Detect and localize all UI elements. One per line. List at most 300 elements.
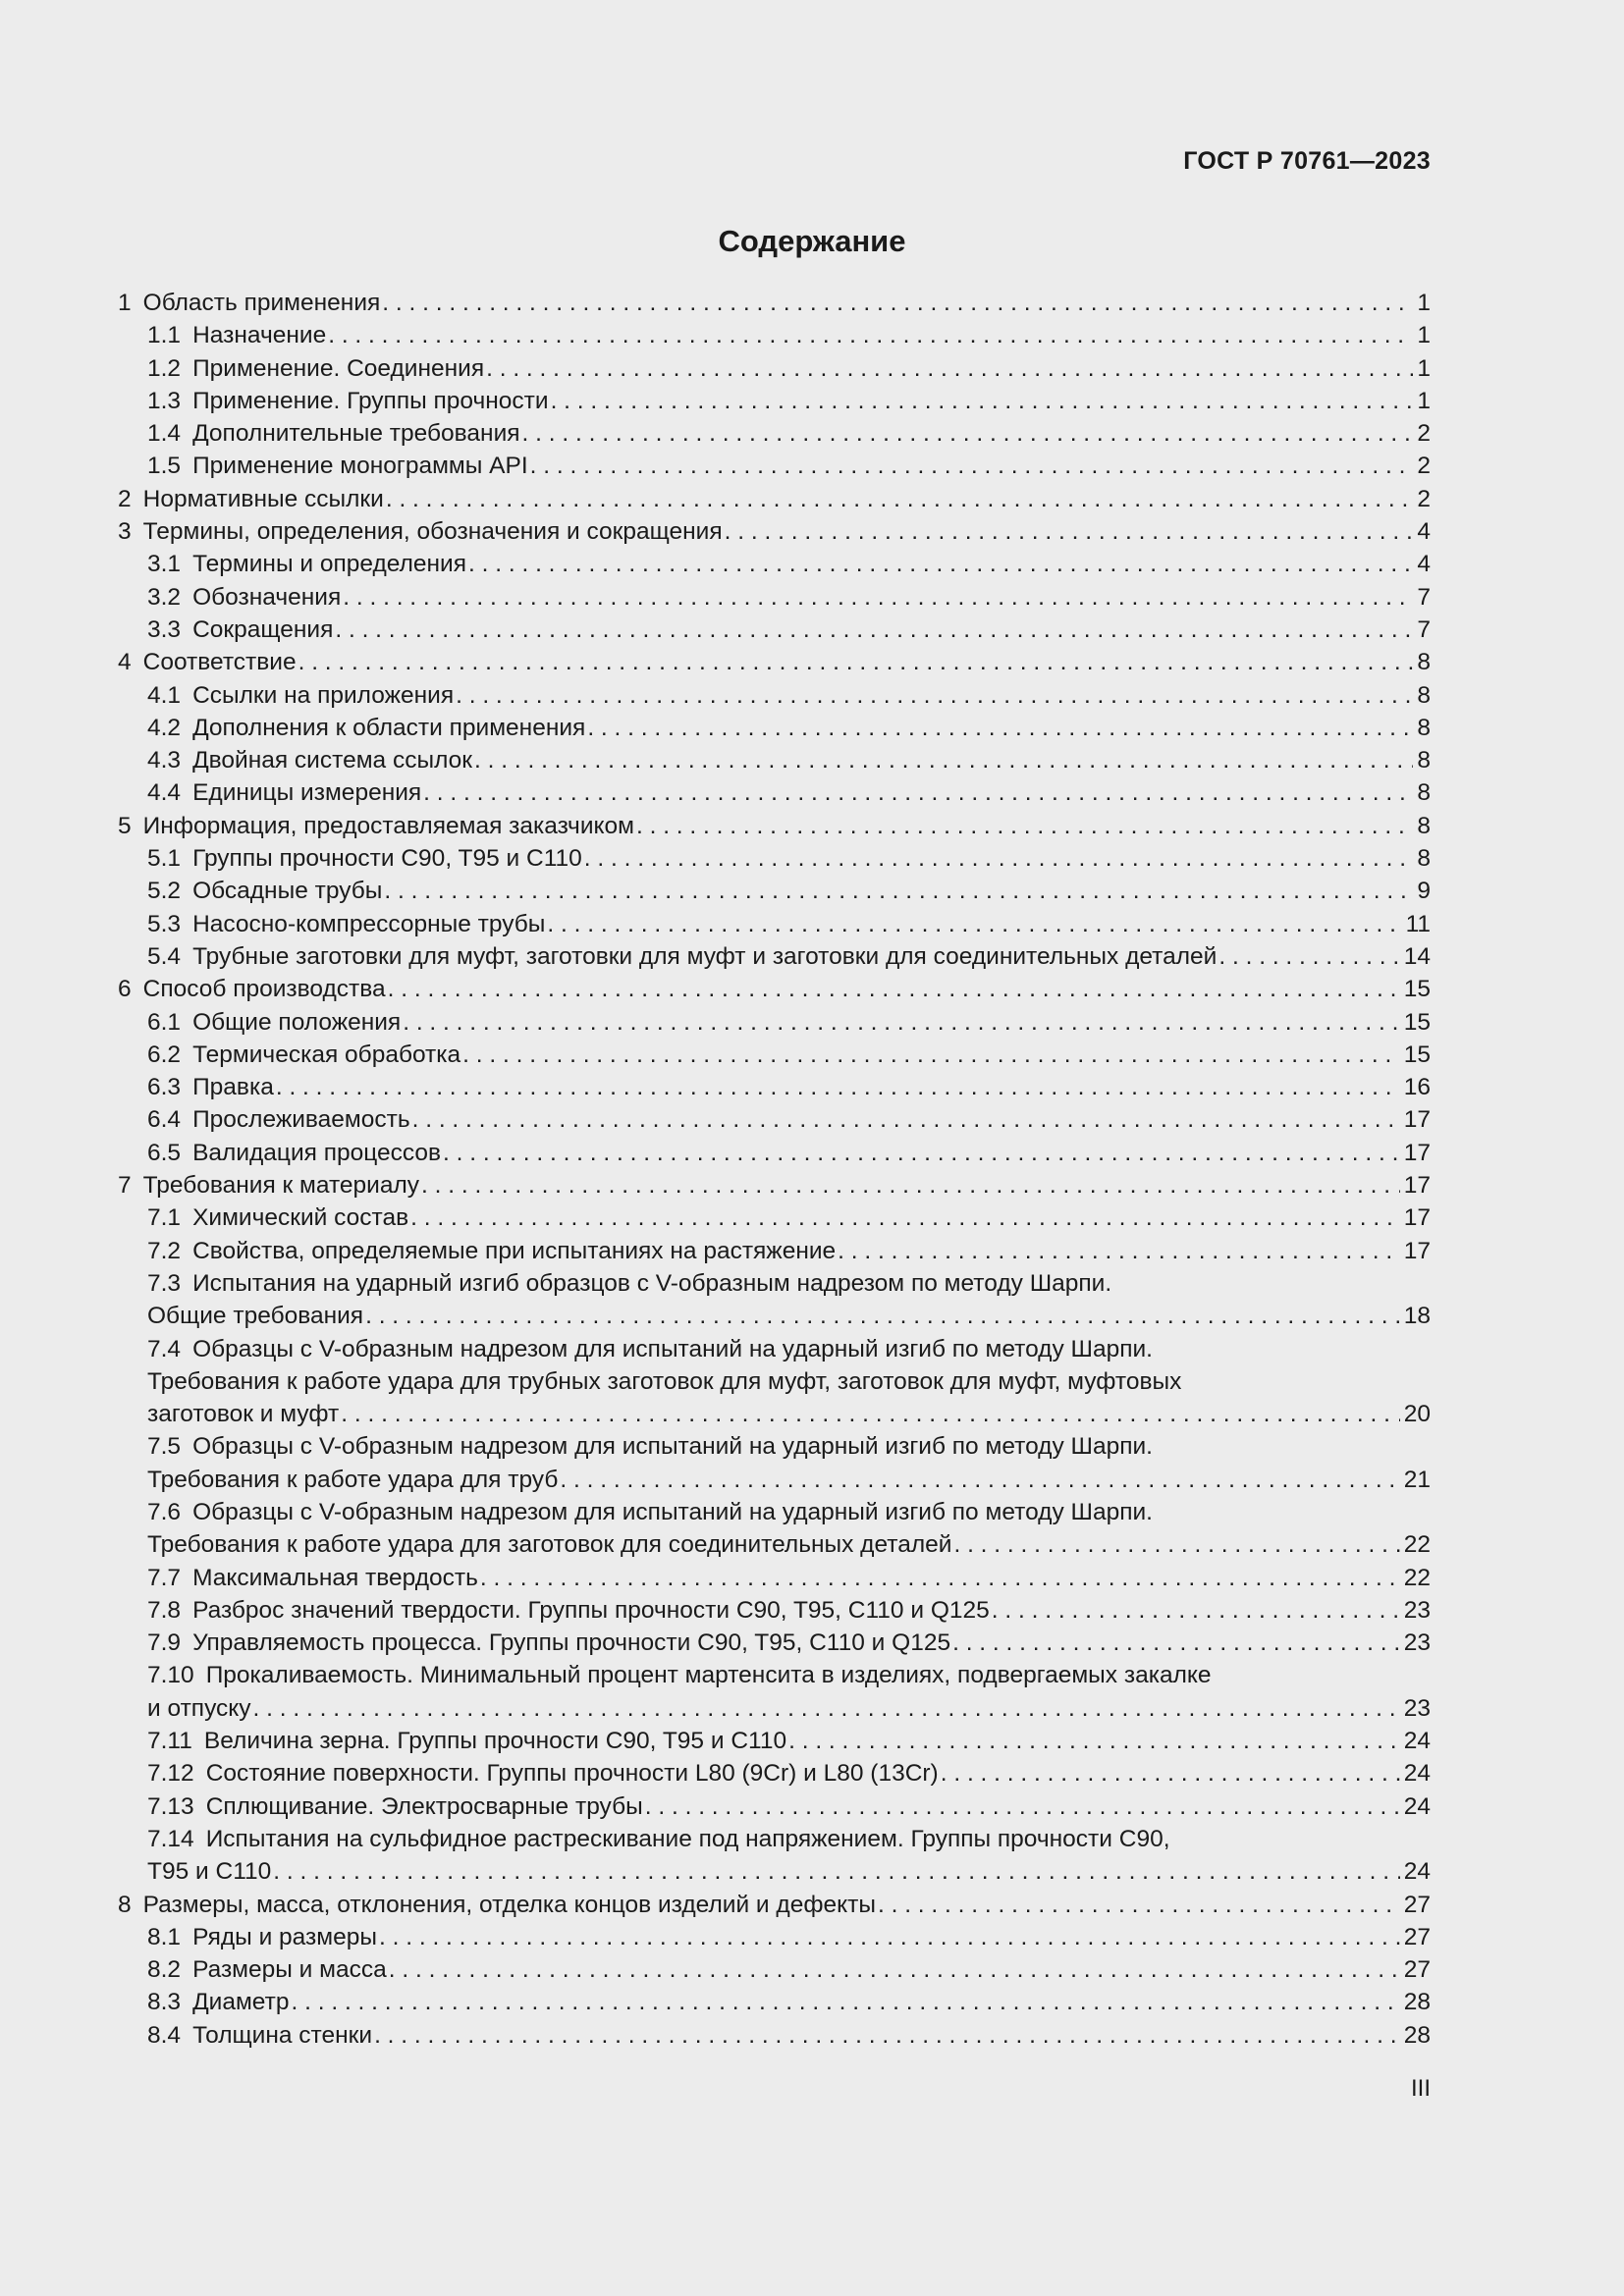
- toc-entry-number: 7.5: [147, 1433, 182, 1461]
- toc-entry-title: [147, 1336, 1153, 1362]
- toc-entry-page: 17: [1403, 1237, 1431, 1264]
- toc-entry-label: Управляемость процесса. Группы прочности C90, T95, C110 и Q125: [192, 1629, 951, 1657]
- toc-entry[interactable]: [118, 679, 1431, 712]
- toc-entry[interactable]: [118, 1201, 1431, 1234]
- toc-leader-dots: [878, 1889, 1400, 1921]
- toc-entry-page: 8: [1417, 681, 1431, 709]
- toc-entry-label: Область применения: [142, 290, 381, 316]
- toc-leader-dots: [953, 1528, 1399, 1561]
- toc-entry[interactable]: [118, 940, 1431, 973]
- toc-entry-label: Применение. Группы прочности: [192, 387, 549, 414]
- toc-leader-dots: [386, 483, 1414, 515]
- toc-entry-label: T95 и C110: [147, 1858, 272, 1886]
- toc-leader-dots: [253, 1692, 1400, 1725]
- toc-entry[interactable]: [118, 875, 1431, 907]
- toc-entry-number: 7.1: [147, 1204, 182, 1232]
- toc-entry-title: [147, 319, 326, 351]
- table-of-contents: [118, 287, 1431, 2052]
- toc-entry-number: 7.4: [147, 1335, 182, 1362]
- toc-entry-number: 1: [118, 290, 132, 316]
- toc-entry-page: 27: [1403, 1891, 1431, 1918]
- toc-entry-page: 23: [1403, 1629, 1431, 1657]
- toc-entry-number: 6.3: [147, 1074, 182, 1101]
- toc-entry-page: 17: [1403, 1106, 1431, 1134]
- toc-entry-page: 11: [1405, 910, 1431, 937]
- toc-entry-title: [147, 1499, 1153, 1525]
- toc-entry-title: [147, 940, 1217, 973]
- toc-entry-number: 7.8: [147, 1596, 182, 1624]
- toc-entry-page: 8: [1417, 845, 1431, 873]
- toc-entry-number: 8.1: [147, 1923, 182, 1950]
- toc-leader-dots: [952, 1627, 1400, 1659]
- toc-entry-title: [147, 1921, 377, 1953]
- toc-entry-label: Ссылки на приложения: [192, 681, 455, 709]
- toc-entry-label: Химический состав: [192, 1204, 409, 1232]
- toc-entry[interactable]: [118, 1169, 1431, 1201]
- toc-entry-number: 7.7: [147, 1564, 182, 1591]
- toc-entry-page: 2: [1417, 420, 1431, 448]
- toc-entry-number: 4.4: [147, 779, 182, 807]
- toc-entry-label: Термины и определения: [192, 551, 466, 578]
- toc-entry-number: 7.9: [147, 1629, 182, 1657]
- toc-entry-page: 28: [1403, 2021, 1431, 2049]
- toc-entry-label: Сокращения: [192, 615, 334, 643]
- toc-entry-page: 8: [1417, 747, 1431, 774]
- toc-entry-number: 3.3: [147, 615, 182, 643]
- toc-entry-page: 23: [1403, 1694, 1431, 1722]
- toc-entry-title: [147, 385, 549, 417]
- toc-entry-title: [147, 1692, 251, 1725]
- toc-leader-dots: [584, 842, 1414, 875]
- toc-entry[interactable]: [118, 1430, 1431, 1463]
- toc-entry-number: 5.3: [147, 910, 182, 937]
- toc-entry[interactable]: [118, 1692, 1431, 1725]
- toc-entry-number: 4.3: [147, 747, 182, 774]
- document-code: ГОСТ Р 70761—2023: [1183, 147, 1431, 175]
- toc-entry-page: 22: [1403, 1564, 1431, 1591]
- toc-entry[interactable]: [118, 810, 1431, 842]
- toc-entry[interactable]: [118, 417, 1431, 450]
- toc-entry-page: 2: [1417, 453, 1431, 480]
- toc-leader-dots: [636, 810, 1413, 842]
- toc-entry-title: [118, 515, 723, 548]
- toc-entry[interactable]: [118, 1855, 1431, 1888]
- toc-entry-title: [147, 1071, 274, 1103]
- toc-entry-title: [147, 1594, 990, 1627]
- toc-entry-title: [147, 1562, 478, 1594]
- toc-entry[interactable]: [118, 515, 1431, 548]
- toc-entry-title: [118, 973, 386, 1005]
- toc-entry-page: 4: [1417, 551, 1431, 578]
- toc-entry-page: 1: [1417, 290, 1431, 316]
- toc-entry-label: Дополнения к области применения: [192, 714, 586, 741]
- toc-entry-title: [147, 1006, 401, 1039]
- toc-leader-dots: [382, 287, 1413, 319]
- toc-entry-title: [147, 1103, 410, 1136]
- toc-entry-page: 15: [1403, 1041, 1431, 1068]
- toc-entry-page: 4: [1417, 518, 1431, 546]
- toc-entry-title: [147, 875, 382, 907]
- toc-entry-label: Максимальная твердость: [192, 1564, 478, 1591]
- toc-entry-title: [147, 1826, 1170, 1852]
- toc-entry-title: [147, 1790, 643, 1823]
- toc-leader-dots: [410, 1201, 1400, 1234]
- toc-entry[interactable]: [118, 319, 1431, 351]
- toc-entry-label: Толщина стенки: [192, 2021, 373, 2049]
- toc-leader-dots: [725, 515, 1414, 548]
- toc-entry-page: 23: [1403, 1596, 1431, 1624]
- toc-entry-page: 21: [1403, 1466, 1431, 1493]
- toc-leader-dots: [941, 1757, 1400, 1789]
- toc-entry-title: [147, 614, 333, 646]
- toc-leader-dots: [423, 776, 1413, 809]
- toc-entry-title: [147, 1039, 460, 1071]
- toc-entry[interactable]: [118, 842, 1431, 875]
- toc-entry-number: 4.1: [147, 681, 182, 709]
- toc-entry-number: 5.1: [147, 845, 182, 873]
- toc-entry-number: 7.3: [147, 1269, 182, 1297]
- toc-entry-number: 3.1: [147, 551, 182, 578]
- toc-entry-number: 3.2: [147, 583, 182, 611]
- toc-entry[interactable]: [118, 712, 1431, 744]
- toc-entry[interactable]: [118, 1562, 1431, 1594]
- toc-entry[interactable]: [118, 1953, 1431, 1986]
- toc-entry-number: 8.4: [147, 2021, 182, 2049]
- toc-entry-label: Разброс значений твердости. Группы прочности C90, T95, C110 и Q125: [192, 1596, 990, 1624]
- toc-leader-dots: [335, 614, 1413, 646]
- toc-entry-page: 2: [1417, 485, 1431, 512]
- toc-entry[interactable]: [118, 1235, 1431, 1267]
- toc-entry-number: 1.2: [147, 354, 182, 382]
- toc-entry-title: [118, 810, 634, 842]
- toc-entry-label: Термины, определения, обозначения и сокращения: [142, 518, 723, 546]
- toc-entry-title: [147, 744, 472, 776]
- toc-entry[interactable]: [118, 1464, 1431, 1496]
- toc-entry[interactable]: [118, 1790, 1431, 1823]
- toc-leader-dots: [403, 1006, 1400, 1039]
- toc-leader-dots: [365, 1300, 1400, 1332]
- toc-entry-page: 15: [1403, 1008, 1431, 1036]
- toc-entry-label: Правка: [192, 1074, 274, 1101]
- toc-entry-label: Применение монограммы API: [192, 453, 528, 480]
- toc-entry-title: [147, 581, 341, 614]
- toc-entry-title: [147, 1953, 387, 1986]
- toc-entry-label: Валидация процессов: [192, 1139, 442, 1166]
- toc-entry[interactable]: [118, 1921, 1431, 1953]
- toc-entry-title: [147, 776, 421, 809]
- toc-leader-dots: [474, 744, 1413, 776]
- toc-entry-number: 3: [118, 518, 132, 546]
- toc-entry-label: Группы прочности C90, T95 и C110: [192, 845, 582, 873]
- toc-entry-label: Соответствие: [142, 649, 297, 676]
- toc-entry-number: 1.5: [147, 453, 182, 480]
- toc-entry-title: [147, 1235, 836, 1267]
- toc-entry-label: Общие положения: [192, 1008, 402, 1036]
- toc-entry-title: [147, 1300, 363, 1332]
- toc-leader-dots: [389, 1953, 1400, 1986]
- toc-entry-label: Назначение: [192, 322, 327, 349]
- page-title: Содержание: [718, 224, 906, 258]
- toc-entry-label: Свойства, определяемые при испытаниях на растяжение: [192, 1237, 837, 1264]
- toc-entry-number: 8.2: [147, 1956, 182, 1984]
- toc-entry-label: и отпуску: [147, 1694, 251, 1722]
- page-number: III: [1410, 2075, 1431, 2102]
- toc-entry-label: Испытания на ударный изгиб образцов с V-образным надрезом по методу Шарпи.: [192, 1269, 1112, 1297]
- toc-entry-page: 24: [1403, 1760, 1431, 1788]
- toc-entry[interactable]: [118, 973, 1431, 1005]
- toc-entry-number: 7.14: [147, 1825, 194, 1852]
- toc-entry-label: Образцы с V-образным надрезом для испытаний на ударный изгиб по методу Шарпи.: [192, 1433, 1153, 1461]
- toc-entry-page: 20: [1403, 1401, 1431, 1428]
- toc-entry-title: [147, 712, 585, 744]
- toc-entry-number: 1.4: [147, 420, 182, 448]
- toc-entry-page: 24: [1403, 1858, 1431, 1886]
- toc-leader-dots: [388, 973, 1400, 1005]
- toc-entry[interactable]: [118, 352, 1431, 385]
- toc-entry-title: [147, 908, 545, 940]
- toc-entry-label: Прокаливаемость. Минимальный процент мартенсита в изделиях, подвергаемых закалке: [205, 1662, 1212, 1689]
- toc-entry-label: Величина зерна. Группы прочности C90, T95 и C110: [203, 1728, 787, 1755]
- toc-leader-dots: [298, 646, 1414, 678]
- toc-entry[interactable]: [118, 1300, 1431, 1332]
- toc-entry[interactable]: [118, 614, 1431, 646]
- toc-leader-dots: [992, 1594, 1400, 1627]
- toc-entry-title: [118, 1889, 876, 1921]
- toc-entry-title: [147, 1270, 1111, 1297]
- toc-entry-label: Сплющивание. Электросварные трубы: [205, 1792, 643, 1820]
- toc-entry-label: Испытания на сульфидное растрескивание под напряжением. Группы прочности C90,: [205, 1825, 1170, 1852]
- toc-entry-title: [147, 417, 520, 450]
- toc-entry-label: Общие требования: [147, 1303, 364, 1330]
- toc-entry[interactable]: [118, 1725, 1431, 1757]
- toc-entry-page: 22: [1403, 1531, 1431, 1559]
- toc-entry-label: Ряды и размеры: [192, 1923, 377, 1950]
- toc-entry-label: Прослеживаемость: [192, 1106, 410, 1134]
- toc-entry[interactable]: [118, 1365, 1431, 1398]
- toc-entry-title: [147, 842, 582, 875]
- toc-entry[interactable]: [118, 1398, 1431, 1430]
- toc-entry-page: 18: [1403, 1303, 1431, 1330]
- toc-entry-page: 1: [1417, 322, 1431, 349]
- toc-entry-title: [147, 1725, 786, 1757]
- toc-entry-number: 6: [118, 976, 132, 1003]
- toc-entry[interactable]: [118, 1039, 1431, 1071]
- toc-entry-number: 8: [118, 1891, 132, 1918]
- toc-entry-label: Размеры и масса: [192, 1956, 387, 1984]
- toc-entry-label: Требования к работе удара для труб: [147, 1466, 559, 1493]
- toc-entry-label: Трубные заготовки для муфт, заготовки для муфт и заготовки для соединительных деталей: [192, 942, 1218, 970]
- toc-entry-label: Требования к работе удара для заготовок для соединительных деталей: [147, 1531, 952, 1559]
- toc-entry-label: Требования к работе удара для трубных заготовок для муфт, заготовок для муфт, муфтовых: [147, 1367, 1182, 1395]
- toc-leader-dots: [522, 417, 1414, 450]
- toc-entry-page: 28: [1403, 1989, 1431, 2016]
- toc-entry-title: [147, 679, 454, 712]
- toc-entry-page: 24: [1403, 1728, 1431, 1755]
- toc-entry-page: 24: [1403, 1792, 1431, 1820]
- toc-entry-label: Информация, предоставляемая заказчиком: [142, 812, 634, 839]
- toc-entry-title: [118, 646, 297, 678]
- toc-entry-number: 8.3: [147, 1989, 182, 2016]
- toc-leader-dots: [486, 352, 1413, 385]
- toc-entry[interactable]: [118, 1333, 1431, 1365]
- toc-entry-number: 6.1: [147, 1008, 182, 1036]
- toc-entry[interactable]: [118, 1659, 1431, 1691]
- toc-entry-title: [147, 548, 466, 580]
- toc-entry[interactable]: [118, 1103, 1431, 1136]
- toc-leader-dots: [838, 1235, 1400, 1267]
- toc-entry[interactable]: [118, 548, 1431, 580]
- toc-leader-dots: [328, 319, 1413, 351]
- toc-leader-dots: [788, 1725, 1400, 1757]
- toc-entry-number: 1.1: [147, 322, 182, 349]
- toc-entry-number: 7.13: [147, 1792, 194, 1820]
- toc-entry-page: 16: [1403, 1074, 1431, 1101]
- toc-entry-title: [147, 352, 484, 385]
- toc-entry-title: [147, 1464, 558, 1496]
- toc-entry[interactable]: [118, 1137, 1431, 1169]
- toc-entry-title: [147, 1986, 289, 2018]
- toc-entry-title: [147, 1627, 950, 1659]
- toc-entry-title: [118, 483, 384, 515]
- toc-entry-page: 15: [1403, 976, 1431, 1003]
- toc-entry-number: 4: [118, 649, 132, 676]
- toc-leader-dots: [468, 548, 1413, 580]
- toc-entry-page: 1: [1417, 387, 1431, 414]
- toc-leader-dots: [341, 1398, 1400, 1430]
- toc-entry-label: Способ производства: [142, 976, 386, 1003]
- toc-entry[interactable]: [118, 776, 1431, 809]
- toc-leader-dots: [551, 385, 1414, 417]
- toc-leader-dots: [379, 1921, 1400, 1953]
- toc-entry-title: [147, 2019, 372, 2052]
- toc-entry-label: Состояние поверхности. Группы прочности L80 (9Cr) и L80 (13Cr): [205, 1760, 939, 1788]
- toc-entry-label: Дополнительные требования: [192, 420, 520, 448]
- toc-entry-title: [147, 1398, 339, 1430]
- toc-entry[interactable]: [118, 1267, 1431, 1300]
- toc-entry-number: 7.12: [147, 1760, 194, 1788]
- toc-entry-page: 14: [1403, 942, 1431, 970]
- toc-entry-page: 8: [1417, 779, 1431, 807]
- toc-entry-title: [147, 1137, 441, 1169]
- toc-entry-page: 9: [1417, 878, 1431, 905]
- toc-entry-number: 7.2: [147, 1237, 182, 1264]
- toc-entry-title: [147, 1368, 1181, 1395]
- toc-entry[interactable]: [118, 287, 1431, 319]
- toc-entry-number: 4.2: [147, 714, 182, 741]
- toc-leader-dots: [273, 1855, 1399, 1888]
- toc-entry-page: 7: [1417, 583, 1431, 611]
- toc-entry-label: Нормативные ссылки: [142, 485, 384, 512]
- toc-entry-page: 27: [1403, 1956, 1431, 1984]
- toc-entry-page: 17: [1403, 1172, 1431, 1200]
- toc-entry-label: Образцы с V-образным надрезом для испытаний на ударный изгиб по методу Шарпи.: [192, 1498, 1153, 1525]
- toc-leader-dots: [412, 1103, 1400, 1136]
- toc-entry[interactable]: [118, 646, 1431, 678]
- toc-entry-number: 7.11: [147, 1728, 192, 1755]
- toc-entry[interactable]: [118, 744, 1431, 776]
- toc-entry[interactable]: [118, 908, 1431, 940]
- toc-entry-number: 6.2: [147, 1041, 182, 1068]
- toc-entry[interactable]: [118, 2019, 1431, 2052]
- toc-entry-title: [118, 287, 380, 319]
- toc-entry[interactable]: [118, 581, 1431, 614]
- toc-entry[interactable]: [118, 450, 1431, 482]
- toc-entry-label: Насосно-компрессорные трубы: [192, 910, 546, 937]
- toc-leader-dots: [560, 1464, 1399, 1496]
- toc-entry-label: Применение. Соединения: [192, 354, 485, 382]
- toc-leader-dots: [1218, 940, 1399, 973]
- toc-entry-page: 7: [1417, 615, 1431, 643]
- toc-entry[interactable]: [118, 1889, 1431, 1921]
- toc-entry-number: 6.4: [147, 1106, 182, 1134]
- toc-leader-dots: [443, 1137, 1400, 1169]
- toc-entry-label: Размеры, масса, отклонения, отделка концов изделий и дефекты: [142, 1891, 876, 1918]
- toc-entry-label: Термическая обработка: [192, 1041, 461, 1068]
- toc-leader-dots: [343, 581, 1413, 614]
- toc-entry-title: [147, 1201, 408, 1234]
- toc-entry-label: заготовок и муфт: [147, 1401, 340, 1428]
- toc-entry-label: Единицы измерения: [192, 779, 422, 807]
- toc-leader-dots: [480, 1562, 1400, 1594]
- toc-entry-number: 7.10: [147, 1662, 194, 1689]
- toc-entry-label: Двойная система ссылок: [192, 747, 472, 774]
- toc-entry-number: 2: [118, 485, 132, 512]
- toc-entry-page: 17: [1403, 1139, 1431, 1166]
- toc-entry-title: [147, 1757, 939, 1789]
- toc-entry[interactable]: [118, 1006, 1431, 1039]
- toc-entry-page: 27: [1403, 1923, 1431, 1950]
- toc-entry[interactable]: [118, 483, 1431, 515]
- toc-entry-number: 5: [118, 812, 132, 839]
- toc-entry-label: Требования к материалу: [142, 1172, 420, 1200]
- toc-entry-title: [147, 1433, 1153, 1460]
- toc-leader-dots: [547, 908, 1401, 940]
- toc-leader-dots: [645, 1790, 1400, 1823]
- toc-entry[interactable]: [118, 1757, 1431, 1789]
- toc-entry-label: Обсадные трубы: [192, 878, 383, 905]
- toc-leader-dots: [587, 712, 1413, 744]
- toc-entry-number: 5.2: [147, 878, 182, 905]
- toc-entry[interactable]: [118, 1823, 1431, 1855]
- toc-leader-dots: [384, 875, 1413, 907]
- toc-leader-dots: [530, 450, 1414, 482]
- toc-entry-number: 1.3: [147, 387, 182, 414]
- toc-leader-dots: [276, 1071, 1400, 1103]
- toc-entry-page: 8: [1417, 812, 1431, 839]
- toc-entry-number: 7.6: [147, 1498, 182, 1525]
- toc-entry[interactable]: [118, 1986, 1431, 2018]
- toc-entry[interactable]: [118, 1496, 1431, 1528]
- toc-entry-title: [118, 1169, 419, 1201]
- toc-entry-title: [147, 1528, 951, 1561]
- toc-entry-number: 7: [118, 1172, 132, 1200]
- toc-entry[interactable]: [118, 385, 1431, 417]
- toc-entry-page: 17: [1403, 1204, 1431, 1232]
- toc-entry[interactable]: [118, 1594, 1431, 1627]
- toc-entry[interactable]: [118, 1627, 1431, 1659]
- toc-entry-page: 1: [1417, 354, 1431, 382]
- toc-entry[interactable]: [118, 1071, 1431, 1103]
- toc-entry-label: Образцы с V-образным надрезом для испытаний на ударный изгиб по методу Шарпи.: [192, 1335, 1153, 1362]
- toc-entry-label: Диаметр: [192, 1989, 290, 2016]
- toc-entry-page: 8: [1417, 714, 1431, 741]
- toc-entry-title: [147, 1662, 1212, 1688]
- toc-entry[interactable]: [118, 1528, 1431, 1561]
- toc-entry-number: 5.4: [147, 942, 182, 970]
- toc-leader-dots: [421, 1169, 1400, 1201]
- toc-leader-dots: [291, 1986, 1399, 2018]
- toc-leader-dots: [462, 1039, 1400, 1071]
